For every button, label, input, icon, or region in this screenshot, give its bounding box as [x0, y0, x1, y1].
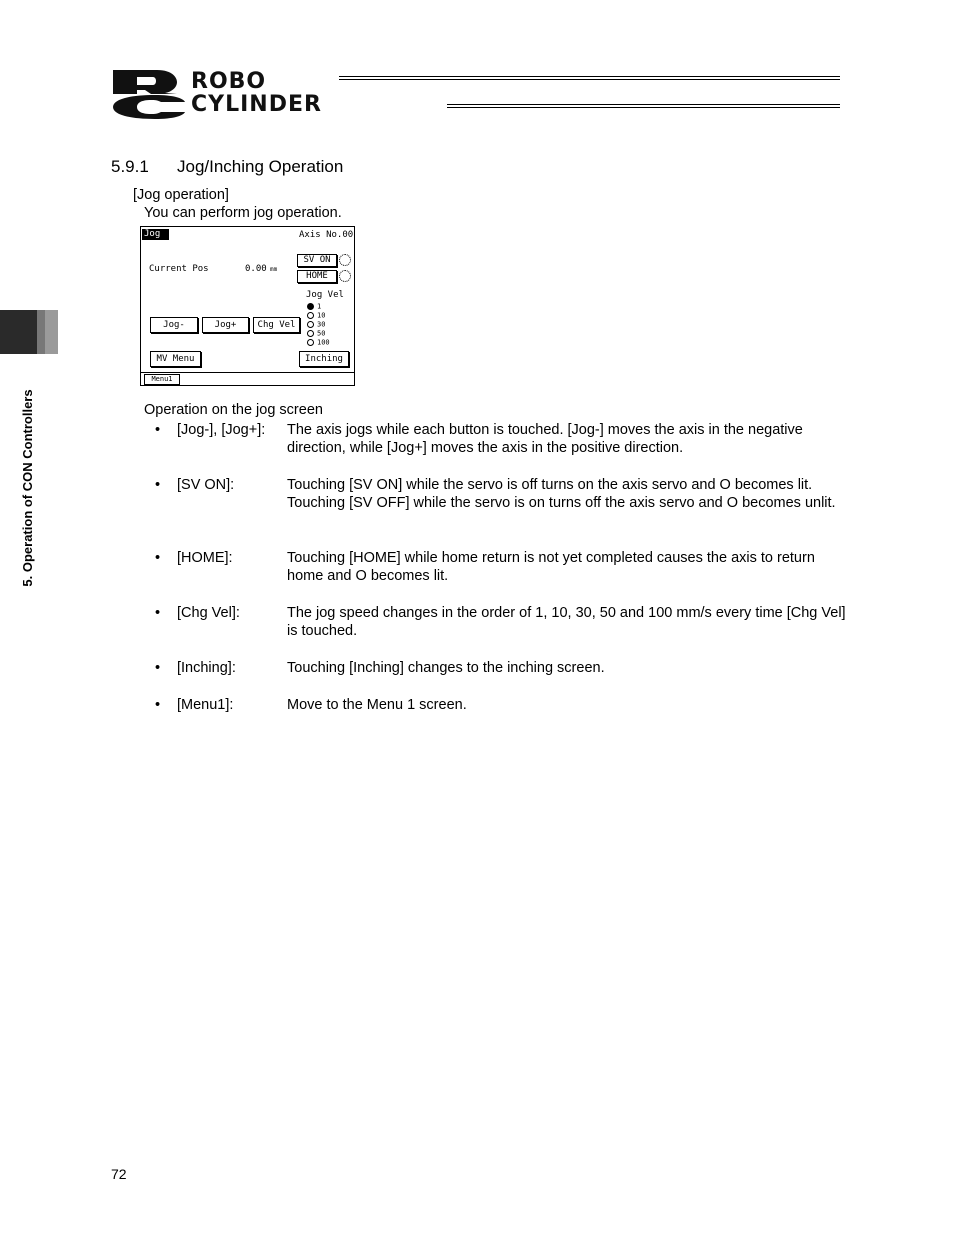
radio-icon [307, 321, 314, 328]
robo-cylinder-logo [111, 68, 851, 120]
item-desc: Move to the Menu 1 screen. [287, 697, 467, 713]
sv-on-lamp-icon [339, 254, 351, 266]
item-term: [Jog-], [Jog+]: [177, 422, 266, 438]
sv-on-button[interactable]: SV ON [297, 254, 337, 267]
jog-minus-button[interactable]: Jog- [150, 317, 198, 333]
item-term: [Menu1]: [177, 697, 234, 713]
section-title: Jog/Inching Operation [177, 157, 344, 176]
mv-menu-button[interactable]: MV Menu [150, 351, 201, 367]
header-rule-bottom [447, 104, 840, 108]
jog-vel-label: Jog Vel [306, 290, 344, 300]
header-rule-top [339, 76, 840, 80]
inching-button[interactable]: Inching [299, 351, 349, 367]
item-desc: The jog speed changes in the order of 1, 10, 30, 50 and 100 mm/s every time [Chg Vel] is touched. [287, 605, 846, 639]
bullet-icon: • [155, 477, 161, 493]
home-lamp-icon [339, 270, 351, 282]
section-heading [111, 157, 343, 177]
logo-word-cylinder: CYLINDER [191, 92, 322, 117]
axis-number: Axis No.00 [299, 230, 354, 240]
home-button[interactable]: HOME [297, 270, 337, 283]
bullet-icon: • [155, 550, 161, 566]
page-number: 72 [111, 1166, 127, 1182]
item-term: [Inching]: [177, 660, 236, 676]
jog-plus-button[interactable]: Jog+ [202, 317, 249, 333]
speed-option-50[interactable]: 50 [307, 330, 325, 338]
current-pos-unit: mm [270, 266, 278, 273]
bullet-icon: • [155, 605, 161, 621]
screen-caption: Operation on the jog screen [144, 402, 323, 418]
bullet-icon: • [155, 697, 161, 713]
item-desc: The axis jogs while each button is touched. [Jog-] moves the axis in the negative direction, while [Jog+] moves the axis in the positive direction. [287, 422, 803, 456]
section-number: 5.9.1 [111, 157, 149, 176]
radio-icon [307, 330, 314, 337]
speed-option-30[interactable]: 30 [307, 321, 325, 329]
bullet-icon: • [155, 660, 161, 676]
menu1-tab[interactable]: Menu1 [144, 374, 180, 385]
logo-word-robo: ROBO [191, 69, 267, 94]
item-term: [HOME]: [177, 550, 233, 566]
item-desc: Touching [SV ON] while the servo is off turns on the axis servo and O becomes lit. Touching [SV OFF] while the servo is on turns off the axis servo and O becomes unlit. [287, 477, 836, 511]
intro-text: You can perform jog operation. [144, 205, 342, 221]
subheading: [Jog operation] [133, 187, 229, 203]
speed-option-1[interactable]: 1 [307, 303, 321, 311]
jog-screen [140, 226, 355, 386]
radio-icon [307, 339, 314, 346]
current-pos-label: Current Pos [149, 264, 209, 274]
radio-icon [307, 303, 314, 310]
radio-icon [307, 312, 314, 319]
current-pos-value: 0.00 [245, 264, 267, 274]
chg-vel-button[interactable]: Chg Vel [253, 317, 300, 333]
chapter-label: 5. Operation of CON Controllers [20, 389, 35, 587]
screen-bottom-bar [141, 372, 354, 373]
screen-title: Jog [142, 229, 169, 240]
bullet-icon: • [155, 422, 161, 438]
speed-option-100[interactable]: 100 [307, 339, 330, 347]
chapter-tab [0, 310, 58, 354]
item-term: [SV ON]: [177, 477, 235, 493]
item-desc: Touching [HOME] while home return is not yet completed causes the axis to return home and O becomes lit. [287, 550, 815, 584]
speed-option-10[interactable]: 10 [307, 312, 325, 320]
item-desc: Touching [Inching] changes to the inching screen. [287, 660, 605, 676]
rc-logo-icon [111, 68, 187, 120]
item-term: [Chg Vel]: [177, 605, 240, 621]
